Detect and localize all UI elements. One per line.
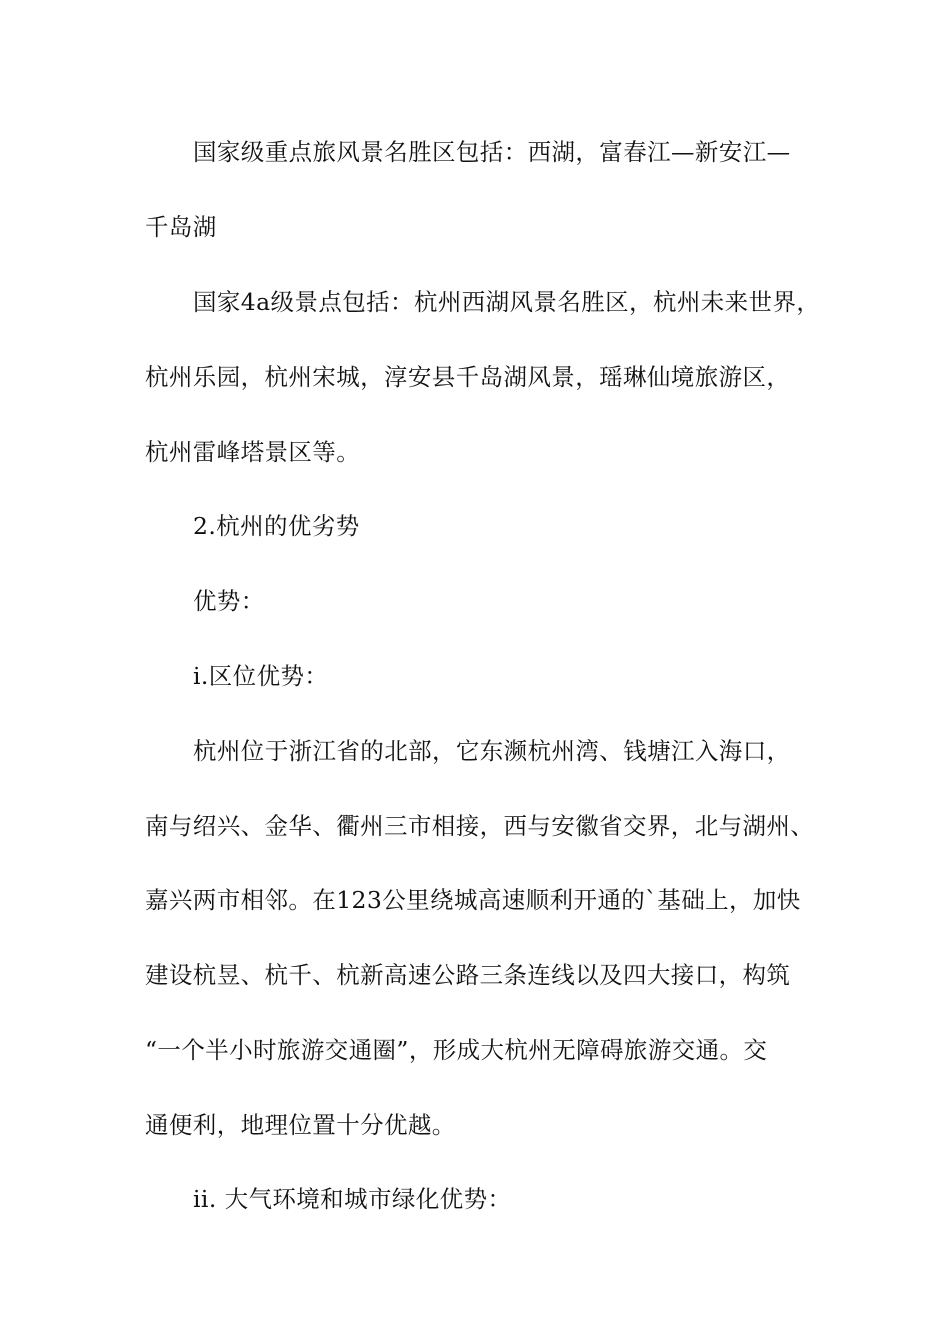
- paragraph-line: 通便利，地理位置十分优越。: [145, 1111, 456, 1139]
- paragraph-line: “一个半小时旅游交通圈”，形成大杭州无障碍旅游交通。交: [145, 1036, 768, 1064]
- paragraph-line: 杭州乐园，杭州宋城，淳安县千岛湖风景，瑶琳仙境旅游区，: [145, 363, 791, 391]
- section-heading: 2.杭州的优劣势: [193, 512, 360, 540]
- paragraph-line: 杭州位于浙江省的北部，它东濒杭州湾、钱塘江入海口，: [193, 737, 791, 765]
- paragraph-line: 国家级重点旅风景名胜区包括：西湖，富春江—新安江—: [193, 138, 791, 166]
- subheading: 优势：: [193, 587, 265, 615]
- paragraph-line: 杭州雷峰塔景区等。: [145, 438, 361, 466]
- paragraph-line: 国家4a级景点包括：杭州西湖风景名胜区，杭州未来世界，: [193, 288, 821, 316]
- subheading: ii. 大气环境和城市绿化优势：: [193, 1185, 512, 1213]
- subheading: i.区位优势：: [193, 662, 329, 690]
- paragraph-line: 嘉兴两市相邻。在123公里绕城高速顺利开通的`基础上，加快: [145, 886, 801, 914]
- paragraph-line: 建设杭昱、杭千、杭新高速公路三条连线以及四大接口，构筑: [145, 961, 791, 989]
- paragraph-line: 南与绍兴、金华、衢州三市相接，西与安徽省交界，北与湖州、: [145, 812, 815, 840]
- paragraph-line: 千岛湖: [145, 213, 217, 241]
